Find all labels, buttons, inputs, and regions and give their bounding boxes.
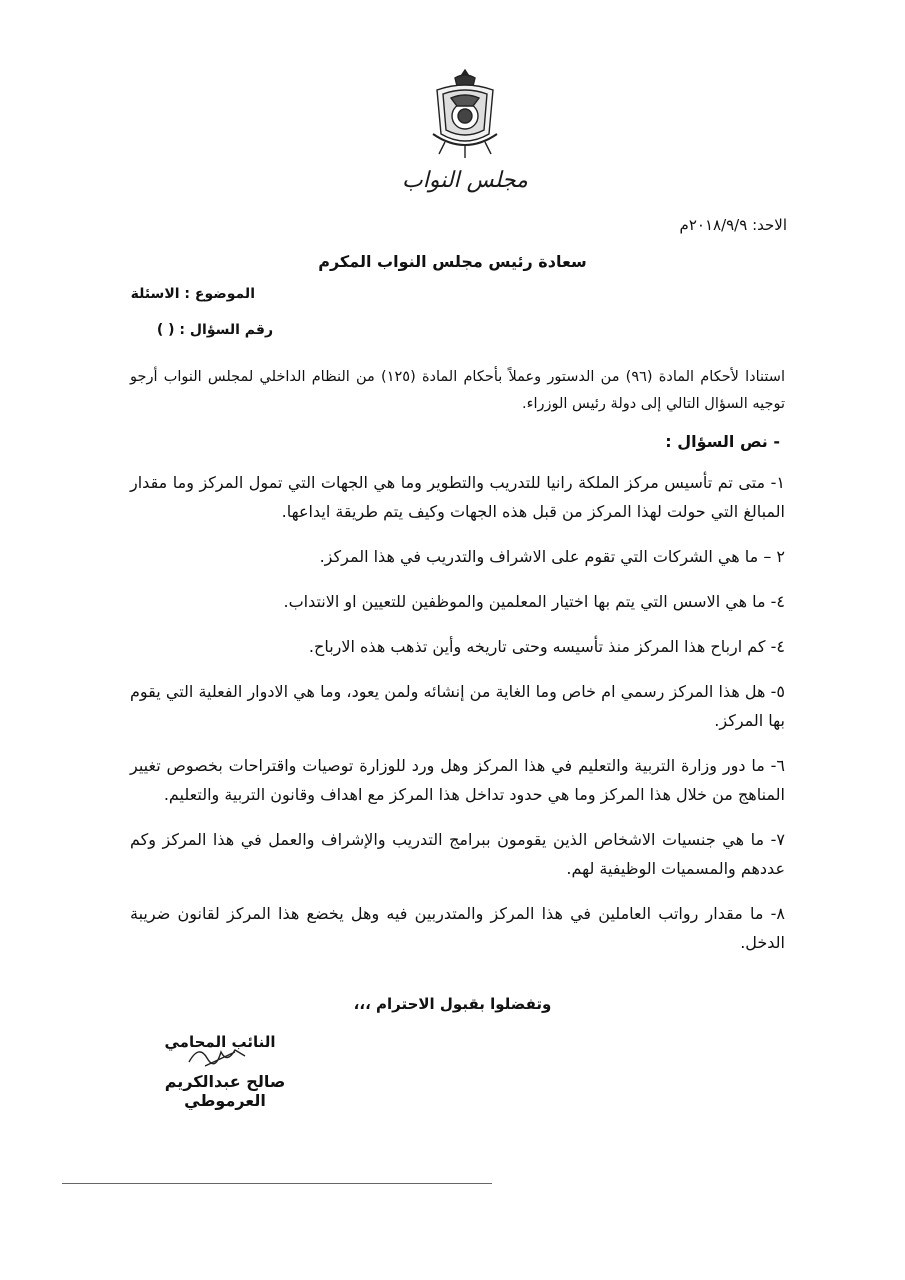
coat-of-arms-icon	[425, 68, 505, 160]
question-item: ٤- ما هي الاسس التي يتم بها اختيار المعلمين والموظفين للتعيين او الانتداب.	[283, 592, 785, 611]
signatory-name: صالح عبدالكريم العرموطي	[164, 1072, 286, 1110]
questions-list	[130, 468, 785, 973]
question-item: ١- متى تم تأسيس مركز الملكة رانيا للتدريب والتطوير وما هي الجهات التي تمول المركز وما مقدار المبالغ التي حولت لهذا المركز من قبل هذه الجهات وكيف يتم طريقة ايداعها.	[130, 473, 785, 521]
question-item: ٦- ما دور وزارة التربية والتعليم في هذا المركز وهل ورد للوزارة توصيات واقتراحات بخصوص تغيير المناهج من خلال هذا المركز وما هي حدود تداخل هذا المركز مع اهداف وقانون التربية والتعليم.	[130, 756, 785, 804]
question-item: ٢ – ما هي الشركات التي تقوم على الاشراف والتدريب في هذا المركز.	[319, 547, 785, 566]
council-name-logo-text: مجلس النواب	[402, 168, 528, 193]
question-item: ٤- كم ارباح هذا المركز منذ تأسيسه وحتى تاريخه وأين تذهب هذه الارباح.	[308, 637, 785, 656]
question-item: ٧- ما هي جنسيات الاشخاص الذين يقومون ببرامج التدريب والإشراف والعمل في هذا المركز وكم عددهم والمسميات الوظيفية لهم.	[130, 830, 785, 878]
question-item: ٥- هل هذا المركز رسمي ام خاص وما الغاية من إنشائه ولمن يعود، وما هي الادوار الفعلية التي يقوم بها المركز.	[130, 682, 785, 730]
question-number: رقم السؤال : ( )	[156, 322, 273, 338]
footer-divider	[62, 1183, 492, 1184]
salutation: سعادة رئيس مجلس النواب المكرم	[318, 252, 587, 271]
closing-line: وتفضلوا بقبول الاحترام ،،،	[353, 995, 552, 1013]
questions-title: - نص السؤال :	[665, 432, 780, 451]
intro-paragraph: استنادا لأحكام المادة (٩٦) من الدستور وعملاً بأحكام المادة (١٢٥) من النظام الداخلي لمجلس النواب أرجو توجيه السؤال التالي إلى دولة رئيس الوزراء.	[130, 369, 785, 412]
signature-icon	[185, 1040, 255, 1072]
signatory-title: النائب المحامي	[164, 1033, 276, 1051]
question-item: ٨- ما مقدار رواتب العاملين في هذا المركز والمتدربين فيه وهل يخضع هذا المركز لقانون ضريبة الدخل.	[130, 904, 785, 952]
subject-line: الموضوع : الاسئلة	[130, 286, 255, 302]
letter-date: الاحد: ٢٠١٨/٩/٩م	[679, 216, 787, 234]
